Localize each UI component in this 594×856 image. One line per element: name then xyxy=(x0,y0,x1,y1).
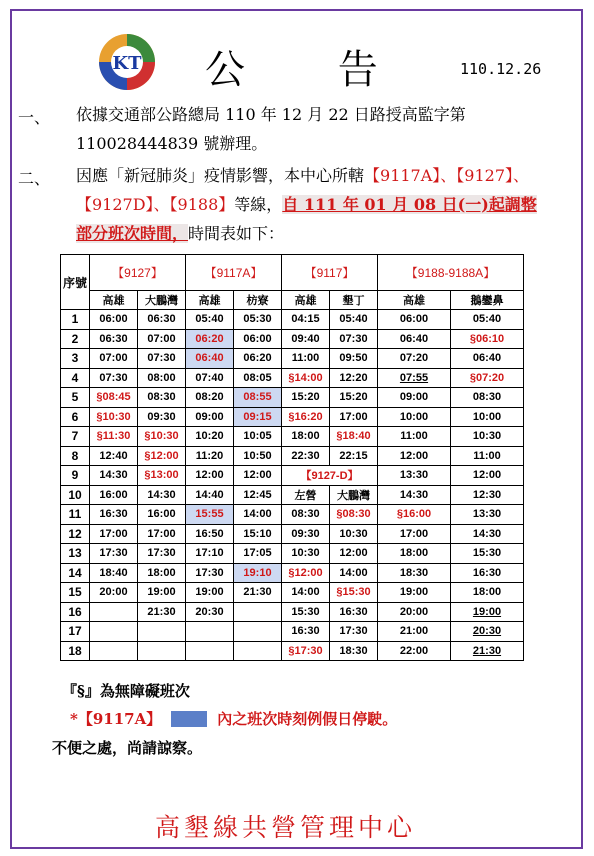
time-cell: 11:00 xyxy=(282,349,330,369)
time-cell: 05:40 xyxy=(186,310,234,330)
item2-highlight1: 自 111 年 01 月 08 日(一)起調整 xyxy=(282,195,537,214)
row-seq: 4 xyxy=(61,368,90,388)
time-cell: 17:00 xyxy=(138,524,186,544)
time-cell: 06:40 xyxy=(378,329,451,349)
table-row xyxy=(61,524,524,544)
time-cell xyxy=(138,641,186,661)
time-cell: 05:40 xyxy=(330,310,378,330)
row-seq: 15 xyxy=(61,583,90,603)
time-cell: 08:30 xyxy=(138,388,186,408)
row-seq: 11 xyxy=(61,505,90,525)
time-cell: 20:00 xyxy=(90,583,138,603)
item2-line1 xyxy=(76,162,529,190)
time-cell: 07:00 xyxy=(90,349,138,369)
table-row xyxy=(61,446,524,466)
time-cell: 19:10 xyxy=(234,563,282,583)
row-seq: 17 xyxy=(61,622,90,642)
item2-line2 xyxy=(76,191,537,219)
time-cell: 07:55 xyxy=(378,368,451,388)
time-cell: 大鵬灣 xyxy=(330,485,378,505)
time-cell xyxy=(90,641,138,661)
table-row xyxy=(61,641,524,661)
table-row xyxy=(61,544,524,564)
time-cell: §17:30 xyxy=(282,641,330,661)
stop-header: 鵝鑾鼻 xyxy=(451,291,524,310)
time-cell: 10:00 xyxy=(451,407,524,427)
time-cell: 18:40 xyxy=(90,563,138,583)
time-cell: 17:05 xyxy=(234,544,282,564)
time-cell: 07:20 xyxy=(378,349,451,369)
time-cell: 12:20 xyxy=(330,368,378,388)
time-cell: 12:00 xyxy=(451,466,524,486)
table-row xyxy=(61,485,524,505)
time-cell: 04:15 xyxy=(282,310,330,330)
row-seq: 14 xyxy=(61,563,90,583)
time-cell: 10:00 xyxy=(378,407,451,427)
time-cell: 17:30 xyxy=(138,544,186,564)
time-cell: 15:20 xyxy=(330,388,378,408)
time-cell: 16:00 xyxy=(138,505,186,525)
time-cell: 17:30 xyxy=(186,563,234,583)
row-seq: 12 xyxy=(61,524,90,544)
item2-tail: 時間表如下： xyxy=(188,224,285,243)
time-cell: 17:10 xyxy=(186,544,234,564)
stop-header: 墾丁 xyxy=(330,291,378,310)
route-header-9188: 【9188-9188A】 xyxy=(378,255,524,291)
table-row xyxy=(61,602,524,622)
time-cell: 22:15 xyxy=(330,446,378,466)
footer-signature: 高墾線共營管理中心 xyxy=(155,813,417,842)
time-cell: 20:30 xyxy=(186,602,234,622)
time-cell: §16:20 xyxy=(282,407,330,427)
time-cell: 14:40 xyxy=(186,485,234,505)
time-cell: 20:30 xyxy=(451,622,524,642)
route-header-9127: 【9127】 xyxy=(90,255,186,291)
route-header-9117: 【9117】 xyxy=(282,255,378,291)
time-cell: 19:00 xyxy=(138,583,186,603)
time-cell: 19:00 xyxy=(378,583,451,603)
time-cell: 06:20 xyxy=(186,329,234,349)
time-cell: 09:30 xyxy=(138,407,186,427)
time-cell: 14:30 xyxy=(138,485,186,505)
notice-date: 110.12.26 xyxy=(460,60,542,78)
time-cell xyxy=(138,622,186,642)
logo-text: KT xyxy=(112,53,142,74)
route-header-9117a: 【9117A】 xyxy=(186,255,282,291)
table-row xyxy=(61,466,524,486)
time-cell: 06:30 xyxy=(138,310,186,330)
item2-highlight2: 部分班次時間， xyxy=(76,224,189,243)
time-cell: 10:20 xyxy=(186,427,234,447)
time-cell: 15:10 xyxy=(234,524,282,544)
time-cell: 18:00 xyxy=(451,583,524,603)
table-row xyxy=(61,563,524,583)
time-cell: 17:30 xyxy=(330,622,378,642)
time-cell: 12:45 xyxy=(234,485,282,505)
time-cell: 08:30 xyxy=(282,505,330,525)
time-cell: 20:00 xyxy=(378,602,451,622)
time-cell: 06:00 xyxy=(234,329,282,349)
time-cell: 14:30 xyxy=(90,466,138,486)
time-cell: §10:30 xyxy=(90,407,138,427)
holiday-swatch xyxy=(171,711,207,727)
table-row xyxy=(61,310,524,330)
time-cell: 22:00 xyxy=(378,641,451,661)
holiday-note xyxy=(70,708,397,729)
time-cell: 07:30 xyxy=(138,349,186,369)
table-row xyxy=(61,505,524,525)
time-cell: 16:00 xyxy=(90,485,138,505)
time-cell: §18:40 xyxy=(330,427,378,447)
time-cell xyxy=(234,622,282,642)
time-cell xyxy=(234,602,282,622)
time-cell: 09:30 xyxy=(282,524,330,544)
time-cell: 10:30 xyxy=(282,544,330,564)
time-cell: 17:00 xyxy=(330,407,378,427)
time-cell: 22:30 xyxy=(282,446,330,466)
time-cell: 11:00 xyxy=(378,427,451,447)
accessible-note xyxy=(62,680,190,701)
time-cell: 17:30 xyxy=(90,544,138,564)
schedule-table xyxy=(60,254,524,661)
stop-header: 高雄 xyxy=(186,291,234,310)
row-seq: 5 xyxy=(61,388,90,408)
row-seq: 8 xyxy=(61,446,90,466)
row-seq: 6 xyxy=(61,407,90,427)
time-cell: 10:30 xyxy=(451,427,524,447)
accessible-note-text: 『§』為無障礙班次 xyxy=(62,682,190,700)
time-cell: 左營 xyxy=(282,485,330,505)
time-cell: 08:30 xyxy=(451,388,524,408)
time-cell: 13:30 xyxy=(451,505,524,525)
table-row xyxy=(61,349,524,369)
row-seq: 2 xyxy=(61,329,90,349)
time-cell: 05:40 xyxy=(451,310,524,330)
time-cell xyxy=(186,622,234,642)
item2-routes2: 【9127D】、【9188】 xyxy=(76,195,235,214)
time-cell: 12:00 xyxy=(234,466,282,486)
time-cell: 09:15 xyxy=(234,407,282,427)
time-cell: 16:50 xyxy=(186,524,234,544)
time-cell: 17:00 xyxy=(90,524,138,544)
stop-header: 高雄 xyxy=(90,291,138,310)
time-cell: §12:00 xyxy=(282,563,330,583)
row-seq: 13 xyxy=(61,544,90,564)
item2-line3 xyxy=(76,220,284,248)
time-cell: 16:30 xyxy=(330,602,378,622)
time-cell: 12:00 xyxy=(330,544,378,564)
time-cell: 12:30 xyxy=(451,485,524,505)
item2-mid: 等線， xyxy=(234,195,283,214)
time-cell: §13:00 xyxy=(138,466,186,486)
time-cell: 21:30 xyxy=(234,583,282,603)
time-cell: §08:30 xyxy=(330,505,378,525)
item2-text: 因應「新冠肺炎」疫情影響，本中心所轄 xyxy=(76,166,365,185)
stop-header: 枋寮 xyxy=(234,291,282,310)
seq-header: 序號 xyxy=(61,255,90,310)
stop-header: 高雄 xyxy=(282,291,330,310)
apology-note: 不便之處，尚請諒察。 xyxy=(52,739,203,757)
time-cell: 15:20 xyxy=(282,388,330,408)
holiday-note-prefix: *【9117A】 xyxy=(70,710,162,728)
row-seq: 7 xyxy=(61,427,90,447)
item1-number: 一、 xyxy=(18,108,51,127)
time-cell: 13:30 xyxy=(378,466,451,486)
time-cell: 07:30 xyxy=(90,368,138,388)
time-cell: 06:20 xyxy=(234,349,282,369)
time-cell: §15:30 xyxy=(330,583,378,603)
time-cell: 15:30 xyxy=(282,602,330,622)
time-cell: 19:00 xyxy=(186,583,234,603)
time-cell: §10:30 xyxy=(138,427,186,447)
time-cell: 10:30 xyxy=(330,524,378,544)
table-row xyxy=(61,622,524,642)
item2-number: 二、 xyxy=(18,169,51,188)
row-seq: 18 xyxy=(61,641,90,661)
page-title: 公 告 xyxy=(205,47,418,93)
time-cell xyxy=(186,641,234,661)
time-cell: 17:00 xyxy=(378,524,451,544)
time-cell: 18:00 xyxy=(282,427,330,447)
time-cell: §12:00 xyxy=(138,446,186,466)
time-cell: 07:00 xyxy=(138,329,186,349)
time-cell: 11:20 xyxy=(186,446,234,466)
time-cell: 15:55 xyxy=(186,505,234,525)
time-cell: 21:30 xyxy=(138,602,186,622)
table-row xyxy=(61,427,524,447)
time-cell: 08:00 xyxy=(138,368,186,388)
time-cell: 15:30 xyxy=(451,544,524,564)
time-cell xyxy=(90,622,138,642)
time-cell: 18:00 xyxy=(138,563,186,583)
table-row xyxy=(61,583,524,603)
time-cell: 18:30 xyxy=(378,563,451,583)
time-cell: 08:20 xyxy=(186,388,234,408)
time-cell: 14:30 xyxy=(451,524,524,544)
time-cell: 06:00 xyxy=(90,310,138,330)
time-cell: 05:30 xyxy=(234,310,282,330)
table-row xyxy=(61,368,524,388)
row-seq: 16 xyxy=(61,602,90,622)
time-cell: 18:30 xyxy=(330,641,378,661)
time-cell: 14:00 xyxy=(282,583,330,603)
time-cell: 21:30 xyxy=(451,641,524,661)
time-cell: §14:00 xyxy=(282,368,330,388)
item1-line1: 依據交通部公路總局 110 年 12 月 22 日路授高監字第 xyxy=(76,105,466,124)
time-cell: 12:00 xyxy=(186,466,234,486)
time-cell: 09:50 xyxy=(330,349,378,369)
row-seq: 1 xyxy=(61,310,90,330)
time-cell xyxy=(90,602,138,622)
time-cell: 06:40 xyxy=(451,349,524,369)
time-cell: 06:00 xyxy=(378,310,451,330)
item2-routes1: 【9117A】、【9127】、 xyxy=(364,166,530,185)
time-cell: §11:30 xyxy=(90,427,138,447)
stop-header: 高雄 xyxy=(378,291,451,310)
time-cell: 16:30 xyxy=(90,505,138,525)
time-cell: 19:00 xyxy=(451,602,524,622)
time-cell: §16:00 xyxy=(378,505,451,525)
time-cell: 10:50 xyxy=(234,446,282,466)
time-cell: 06:30 xyxy=(90,329,138,349)
table-row xyxy=(61,388,524,408)
row-seq: 3 xyxy=(61,349,90,369)
time-cell: 21:00 xyxy=(378,622,451,642)
time-cell: 11:00 xyxy=(451,446,524,466)
stop-header: 大鵬灣 xyxy=(138,291,186,310)
holiday-note-suffix: 內之班次時刻例假日停駛。 xyxy=(217,710,398,728)
time-cell: 【9127-D】 xyxy=(282,466,378,486)
time-cell: 16:30 xyxy=(451,563,524,583)
time-cell: 08:55 xyxy=(234,388,282,408)
time-cell xyxy=(234,641,282,661)
time-cell: §06:10 xyxy=(451,329,524,349)
time-cell: 12:40 xyxy=(90,446,138,466)
time-cell: 07:40 xyxy=(186,368,234,388)
time-cell: §07:20 xyxy=(451,368,524,388)
time-cell: 16:30 xyxy=(282,622,330,642)
time-cell: 14:30 xyxy=(378,485,451,505)
time-cell: 07:30 xyxy=(330,329,378,349)
time-cell: 10:05 xyxy=(234,427,282,447)
time-cell: 09:00 xyxy=(186,407,234,427)
time-cell: 12:00 xyxy=(378,446,451,466)
item1-line2: 110028444839 號辦理。 xyxy=(76,134,268,153)
time-cell: 06:40 xyxy=(186,349,234,369)
kt-logo xyxy=(97,32,157,92)
table-row xyxy=(61,329,524,349)
time-cell: 09:40 xyxy=(282,329,330,349)
time-cell: 18:00 xyxy=(378,544,451,564)
time-cell: 14:00 xyxy=(330,563,378,583)
row-seq: 10 xyxy=(61,485,90,505)
time-cell: 08:05 xyxy=(234,368,282,388)
time-cell: 09:00 xyxy=(378,388,451,408)
time-cell: 14:00 xyxy=(234,505,282,525)
table-row xyxy=(61,407,524,427)
time-cell: §08:45 xyxy=(90,388,138,408)
row-seq: 9 xyxy=(61,466,90,486)
